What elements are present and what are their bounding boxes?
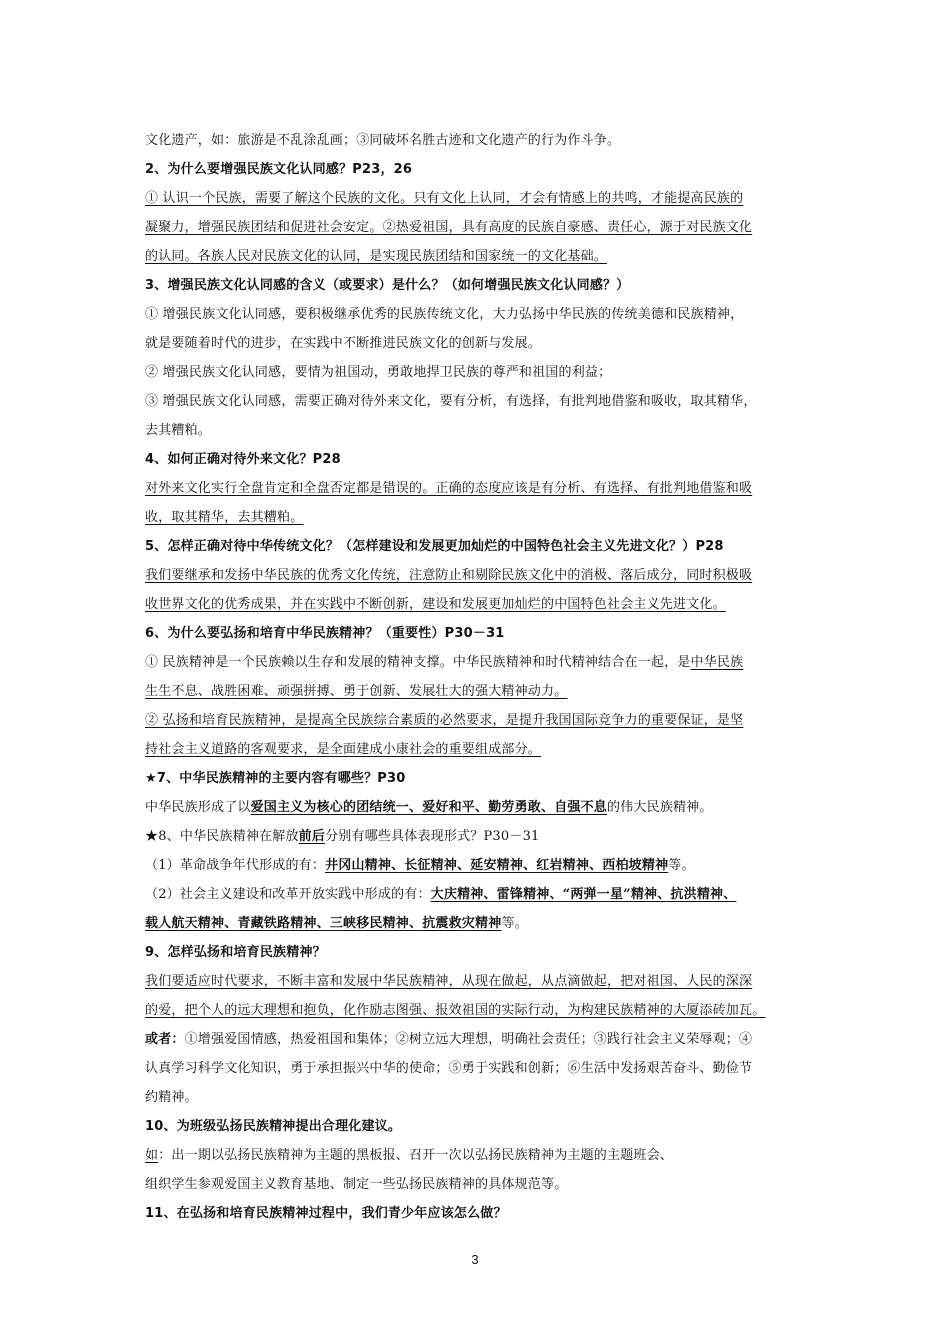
text-segment: ② 弘扬和培育民族精神，是提高全民族综合素质的必然要求，是提升我国国际竞争力的重要保证，是坚 bbox=[145, 713, 744, 728]
text-segment: ①增强爱国情感，热爱祖国和集体；②树立远大理想，明确社会责任；③践行社会主义荣辱观；④ bbox=[184, 1032, 753, 1047]
text-segment: 中华民族 bbox=[690, 655, 744, 670]
text-segment: 凝聚力，增强民族团结和促进社会安定。②热爱祖国，具有高度的民族自豪感、责任心，源于对民族文化 bbox=[145, 220, 753, 235]
text-segment: 我们要适应时代要求，不断丰富和发展中华民族精神，从现在做起，从点滴做起，把对祖国、人民的深深 bbox=[145, 974, 753, 989]
text-line bbox=[145, 300, 820, 329]
text-line bbox=[145, 590, 820, 619]
text-line bbox=[145, 1170, 820, 1199]
text-segment: 前后 bbox=[298, 829, 326, 844]
text-segment: 持社会主义道路的客观要求，是全面建成小康社会的重要组成部分。 bbox=[145, 742, 542, 757]
text-segment: 文化遗产，如：旅游是不乱涂乱画；③同破坏名胜古迹和文化遗产的行为作斗争。 bbox=[145, 133, 621, 148]
text-segment: 井冈山精神、长征精神、延安精神、红岩精神、西柏坡精神 bbox=[325, 858, 669, 873]
text-line bbox=[145, 996, 820, 1025]
section-heading bbox=[145, 155, 820, 184]
text-segment: ① 增强民族文化认同感，要积极继承优秀的民族传统文化，大力弘扬中华民族的传统美德和民族精神， bbox=[145, 307, 744, 322]
text-segment: 如 bbox=[145, 1148, 159, 1163]
text-line bbox=[145, 648, 820, 677]
text-segment: 对外来文化实行全盘肯定和全盘否定都是错误的。正确的态度应该是有分析、有选择、有批判地借鉴和吸 bbox=[145, 481, 753, 496]
section-heading bbox=[145, 445, 820, 474]
text-line bbox=[145, 1025, 820, 1054]
text-segment: ① 民族精神是一个民族赖以生存和发展的精神支撑。中华民族精神和时代精神结合在一起，是 bbox=[145, 655, 691, 670]
text-line bbox=[145, 677, 820, 706]
section-heading bbox=[145, 271, 820, 300]
section-heading bbox=[145, 1112, 820, 1141]
text-segment: 11、在弘扬和培育民族精神过程中，我们青少年应该怎么做？ bbox=[145, 1206, 507, 1221]
text-line bbox=[145, 213, 820, 242]
text-line bbox=[145, 1083, 820, 1112]
text-segment: 10、为班级弘扬民族精神提出合理化建议。 bbox=[145, 1119, 402, 1134]
section-heading bbox=[145, 938, 820, 967]
text-segment: 爱国主义为核心的团结统一、爱好和平、勤劳勇敢、自强不息 bbox=[250, 800, 608, 815]
text-segment: ★8、中华民族精神在解放 bbox=[145, 829, 299, 844]
section-heading bbox=[145, 1199, 820, 1228]
text-segment: 大庆精神、雷锋精神、“两弹一星”精神、抗洪精神、 bbox=[430, 887, 737, 902]
text-segment: 5、怎样正确对待中华传统文化？（怎样建设和发展更加灿烂的中国特色社会主义先进文化？）P28 bbox=[145, 539, 724, 554]
text-line bbox=[145, 329, 820, 358]
page-number: 3 bbox=[471, 1252, 479, 1267]
section-heading bbox=[145, 532, 820, 561]
text-segment: 的伟大民族精神。 bbox=[607, 800, 713, 815]
text-segment: 等。 bbox=[668, 858, 695, 873]
text-segment: 约精神。 bbox=[145, 1090, 198, 1105]
text-segment: （1）革命战争年代形成的有： bbox=[145, 858, 326, 873]
text-line bbox=[145, 909, 820, 938]
text-segment: 3、增强民族文化认同感的含义（或要求）是什么？（如何增强民族文化认同感？） bbox=[145, 278, 630, 293]
text-segment: ③ 增强民族文化认同感，需要正确对待外来文化，要有分析，有选择，有批判地借鉴和吸收，取其精华， bbox=[145, 394, 757, 409]
text-line bbox=[145, 387, 820, 416]
text-segment: 等。 bbox=[501, 916, 528, 931]
text-segment: 分别有哪些具体表现形式？P30－31 bbox=[325, 829, 540, 844]
text-segment: 6、为什么要弘扬和培育中华民族精神？（重要性）P30－31 bbox=[145, 626, 505, 641]
text-line bbox=[145, 242, 820, 271]
text-segment: 就是要随着时代的进步，在实践中不断推进民族文化的创新与发展。 bbox=[145, 336, 542, 351]
text-line bbox=[145, 1054, 820, 1083]
section-heading bbox=[145, 764, 820, 793]
text-segment: 的爱，把个人的远大理想和抱负，化作励志图强、报效祖国的实际行动，为构建民族精神的大厦添砖加瓦。 bbox=[145, 1003, 766, 1018]
text-line bbox=[145, 735, 820, 764]
text-segment: ★7、中华民族精神的主要内容有哪些？P30 bbox=[145, 771, 406, 786]
text-segment: ① 认识一个民族，需要了解这个民族的文化。只有文化上认同，才会有情感上的共鸣，才能提高民族的 bbox=[145, 191, 744, 206]
document-body bbox=[145, 126, 820, 1228]
text-line bbox=[145, 822, 820, 851]
text-segment: 认真学习科学文化知识，勇于承担振兴中华的使命；⑤勇于实践和创新；⑥生活中发扬艰苦奋斗、勤俭节 bbox=[145, 1061, 753, 1076]
text-segment: 的认同。各族人民对民族文化的认同，是实现民族团结和国家统一的文化基础。 bbox=[145, 249, 608, 264]
text-segment: 或者： bbox=[145, 1032, 185, 1047]
text-segment: 收，取其精华，去其糟粕。 bbox=[145, 510, 304, 525]
text-line bbox=[145, 967, 820, 996]
text-line bbox=[145, 1141, 820, 1170]
section-heading bbox=[145, 619, 820, 648]
text-segment: 去其糟粕。 bbox=[145, 423, 212, 438]
text-segment: 9、怎样弘扬和培育民族精神？ bbox=[145, 945, 326, 960]
text-segment: 我们要继承和发扬中华民族的优秀文化传统，注意防止和剔除民族文化中的消极、落后成分，同时积极吸 bbox=[145, 568, 753, 583]
text-line bbox=[145, 358, 820, 387]
text-line bbox=[145, 851, 820, 880]
text-line bbox=[145, 184, 820, 213]
text-line bbox=[145, 706, 820, 735]
text-line bbox=[145, 474, 820, 503]
text-line bbox=[145, 126, 820, 155]
text-line bbox=[145, 503, 820, 532]
text-segment: 2、为什么要增强民族文化认同感？P23，26 bbox=[145, 162, 413, 177]
text-line bbox=[145, 880, 820, 909]
text-segment: ② 增强民族文化认同感，要情为祖国动，勇敢地捍卫民族的尊严和祖国的利益； bbox=[145, 365, 612, 380]
text-segment: 收世界文化的优秀成果，并在实践中不断创新，建设和发展更加灿烂的中国特色社会主义先进文化。 bbox=[145, 597, 726, 612]
text-line bbox=[145, 561, 820, 590]
text-segment: 中华民族形成了以 bbox=[145, 800, 251, 815]
text-line bbox=[145, 793, 820, 822]
text-line bbox=[145, 416, 820, 445]
text-segment: 载人航天精神、青藏铁路精神、三峡移民精神、抗震救灾精神 bbox=[145, 916, 502, 931]
text-segment: （2）社会主义建设和改革开放实践中形成的有： bbox=[145, 887, 431, 902]
text-segment: 组织学生参观爱国主义教育基地、制定一些弘扬民族精神的具体规范等。 bbox=[145, 1177, 568, 1192]
text-segment: ：出一期以弘扬民族精神为主题的黑板报、召开一次以弘扬民族精神为主题的主题班会、 bbox=[158, 1148, 674, 1163]
text-segment: 4、如何正确对待外来文化？P28 bbox=[145, 452, 341, 467]
text-segment: 生生不息、战胜困难、顽强拼搏、勇于创新、发展壮大的强大精神动力。 bbox=[145, 684, 568, 699]
